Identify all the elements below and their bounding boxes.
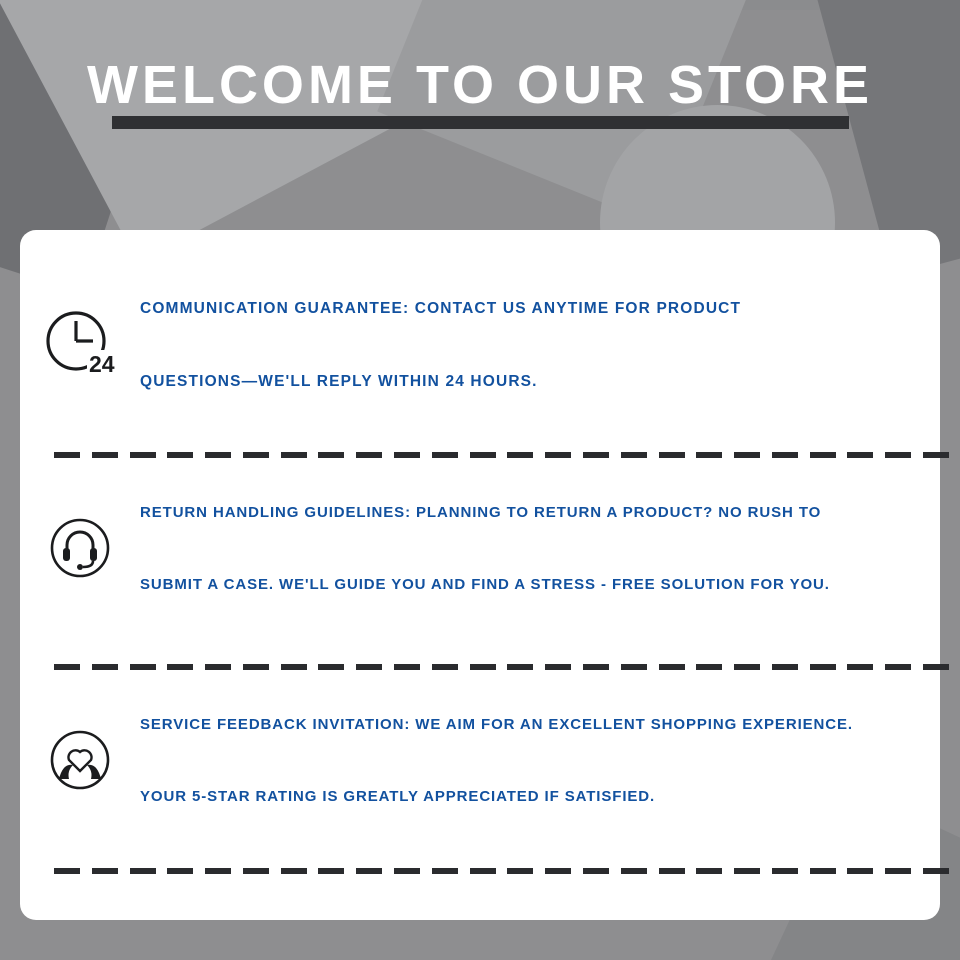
divider-dashed-3 <box>54 868 949 874</box>
policy-card <box>20 230 940 920</box>
text-cell-1 <box>140 301 940 389</box>
icon-cell-3 <box>20 729 140 791</box>
policy-line: RETURN HANDLING GUIDELINES: PLANNING TO RETURN A PRODUCT? NO RUSH TO <box>140 503 822 521</box>
page-title: WELCOME TO OUR STORE <box>86 55 874 115</box>
headset-support-icon <box>49 517 111 579</box>
text-cell-2 <box>140 505 940 592</box>
clock-24-hours-icon <box>43 308 117 382</box>
title-underline-rule <box>112 116 849 129</box>
policy-row-returns <box>20 442 940 654</box>
icon-cell-1 <box>20 308 140 382</box>
banner-title-wrap <box>0 55 960 118</box>
policy-line: QUESTIONS—WE'LL REPLY WITHIN 24 HOURS. <box>140 372 538 390</box>
policy-line: COMMUNICATION GUARANTEE: CONTACT US ANYTIME FOR PRODUCT <box>140 300 742 317</box>
hands-heart-icon <box>49 729 111 791</box>
policy-row-communication <box>20 230 940 442</box>
policy-row-feedback <box>20 654 940 866</box>
icon-cell-2 <box>20 517 140 579</box>
policy-line: SERVICE FEEDBACK INVITATION: WE AIM FOR AN EXCELLENT SHOPPING EXPERIENCE. <box>140 715 853 733</box>
policy-line: SUBMIT A CASE. WE'LL GUIDE YOU AND FIND A STRESS - FREE SOLUTION FOR YOU. <box>140 575 830 593</box>
policy-line: YOUR 5-STAR RATING IS GREATLY APPRECIATED IF SATISFIED. <box>140 787 656 805</box>
svg-text:24: 24 <box>89 351 115 377</box>
text-cell-3 <box>140 717 940 804</box>
